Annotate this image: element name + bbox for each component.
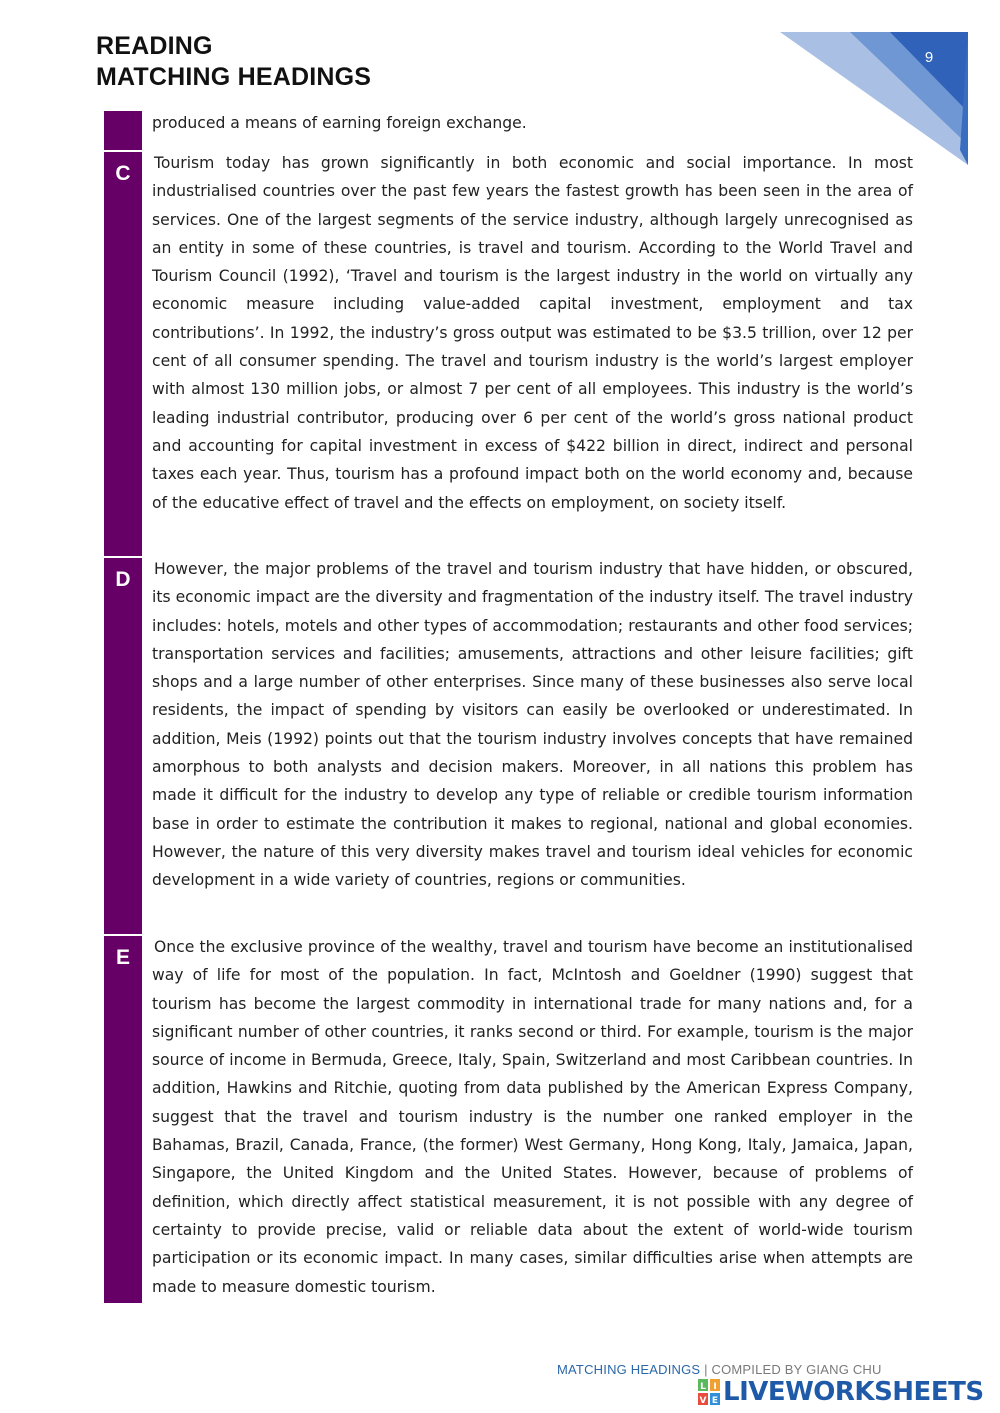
svg-text:L: L	[700, 1382, 706, 1392]
svg-text:V: V	[699, 1396, 707, 1405]
section-c	[104, 152, 913, 556]
paragraph-e-text: Once the exclusive province of the wealthy, travel and tourism have become an institutionalised way of life for most of the population. In fact, McIntosh and Goeldner (1990) suggest that tourism has become the largest commodity in international trade for many nations and, for a significant number of other countries, it ranks second or third. For example, tourism is the major source of income in Bermuda, Greece, Italy, Spain, Switzerland and most Caribbean countries. In addition, Hawkins and Ritchie, quoting from data published by the American Express Company, suggest that the travel and tourism industry is the number one ranked employer in the Bahamas, Brazil, Canada, France, (the former) West Germany, Hong Kong, Italy, Jamaica, Japan, Singapore, the United Kingdom and the United States. However, because of problems of definition, which directly affect statistical measurement, it is not possible with any degree of certainty to provide precise, valid or reliable data about the extent of world-wide tourism participation or its economic impact. In many cases, similar difficulties arise when attempts are made to measure domestic tourism.	[152, 938, 913, 1296]
section-e	[104, 936, 913, 1303]
header-title-matching-headings: MATCHING HEADINGS	[96, 63, 372, 91]
header-title-reading: READING	[96, 32, 213, 60]
section-bar	[104, 558, 142, 934]
section-bar	[104, 111, 142, 150]
footer-compiler: COMPILED BY GIANG CHU	[711, 1362, 882, 1377]
svg-text:I: I	[713, 1382, 717, 1392]
paragraph-d-text: However, the major problems of the travel and tourism industry that have hidden, or obscured, its economic impact are the diversity and fragmentation of the industry itself. The travel industry includes: hotels, motels and other types of accommodation; restaurants and other food services; transportation services and facilities; amusements, attractions and other leisure facilities; gift shops and a large number of other enterprises. Since many of these businesses also serve local residents, the impact of spending by visitors can easily be overlooked or underestimated. In addition, Meis (1992) points out that the tourism industry involves concepts that have remained amorphous to both analysts and decision makers. Moreover, in all nations this problem has made it difficult for the industry to develop any type of reliable or credible tourism information base in order to estimate the contribution it makes to regional, national and global economies. However, the nature of this very diversity makes travel and tourism ideal vehicles for economic development in a wide variety of countries, regions or communities.	[152, 560, 913, 890]
section-continuation	[104, 111, 913, 150]
section-bar	[104, 152, 142, 556]
section-bar	[104, 936, 142, 1303]
section-letter: C	[115, 162, 131, 185]
svg-text:E: E	[711, 1396, 719, 1405]
paragraph-continuation-text: produced a means of earning foreign exchange.	[152, 114, 527, 132]
liveworksheets-logo-icon	[698, 1379, 720, 1405]
section-letter: E	[115, 946, 130, 969]
brand-name: LIVEWORKSHEETS	[723, 1377, 984, 1407]
page-footer	[557, 1362, 882, 1377]
liveworksheets-brand	[698, 1377, 984, 1407]
page-header	[96, 31, 371, 93]
section-letter: D	[115, 568, 131, 591]
footer-separator: |	[704, 1362, 708, 1377]
page-number: 9	[924, 49, 934, 66]
section-d	[104, 558, 913, 934]
footer-title: MATCHING HEADINGS	[557, 1362, 701, 1377]
paragraph-c-text: Tourism today has grown significantly in both economic and social importance. In most industrialised countries over the past few years the fastest growth has been seen in the area of services. One of the largest segments of the service industry, although largely unrecognised as an entity in some of these countries, is travel and tourism. According to the World Travel and Tourism Council (1992), ‘Travel and tourism is the largest industry in the world on virtually any economic measure including value-added capital investment, employment and tax contributions’. In 1992, the industry’s gross output was estimated to be $3.5 trillion, over 12 per cent of all consumer spending. The travel and tourism industry is the world’s largest employer with almost 130 million jobs, or almost 7 per cent of all employees. This industry is the world’s leading industrial contributor, producing over 6 per cent of the world’s gross national product and accounting for capital investment in excess of $422 billion in direct, indirect and personal taxes each year. Thus, tourism has a profound impact both on the world economy and, because of the educative effect of travel and the effects on employment, on society itself.	[152, 154, 913, 512]
